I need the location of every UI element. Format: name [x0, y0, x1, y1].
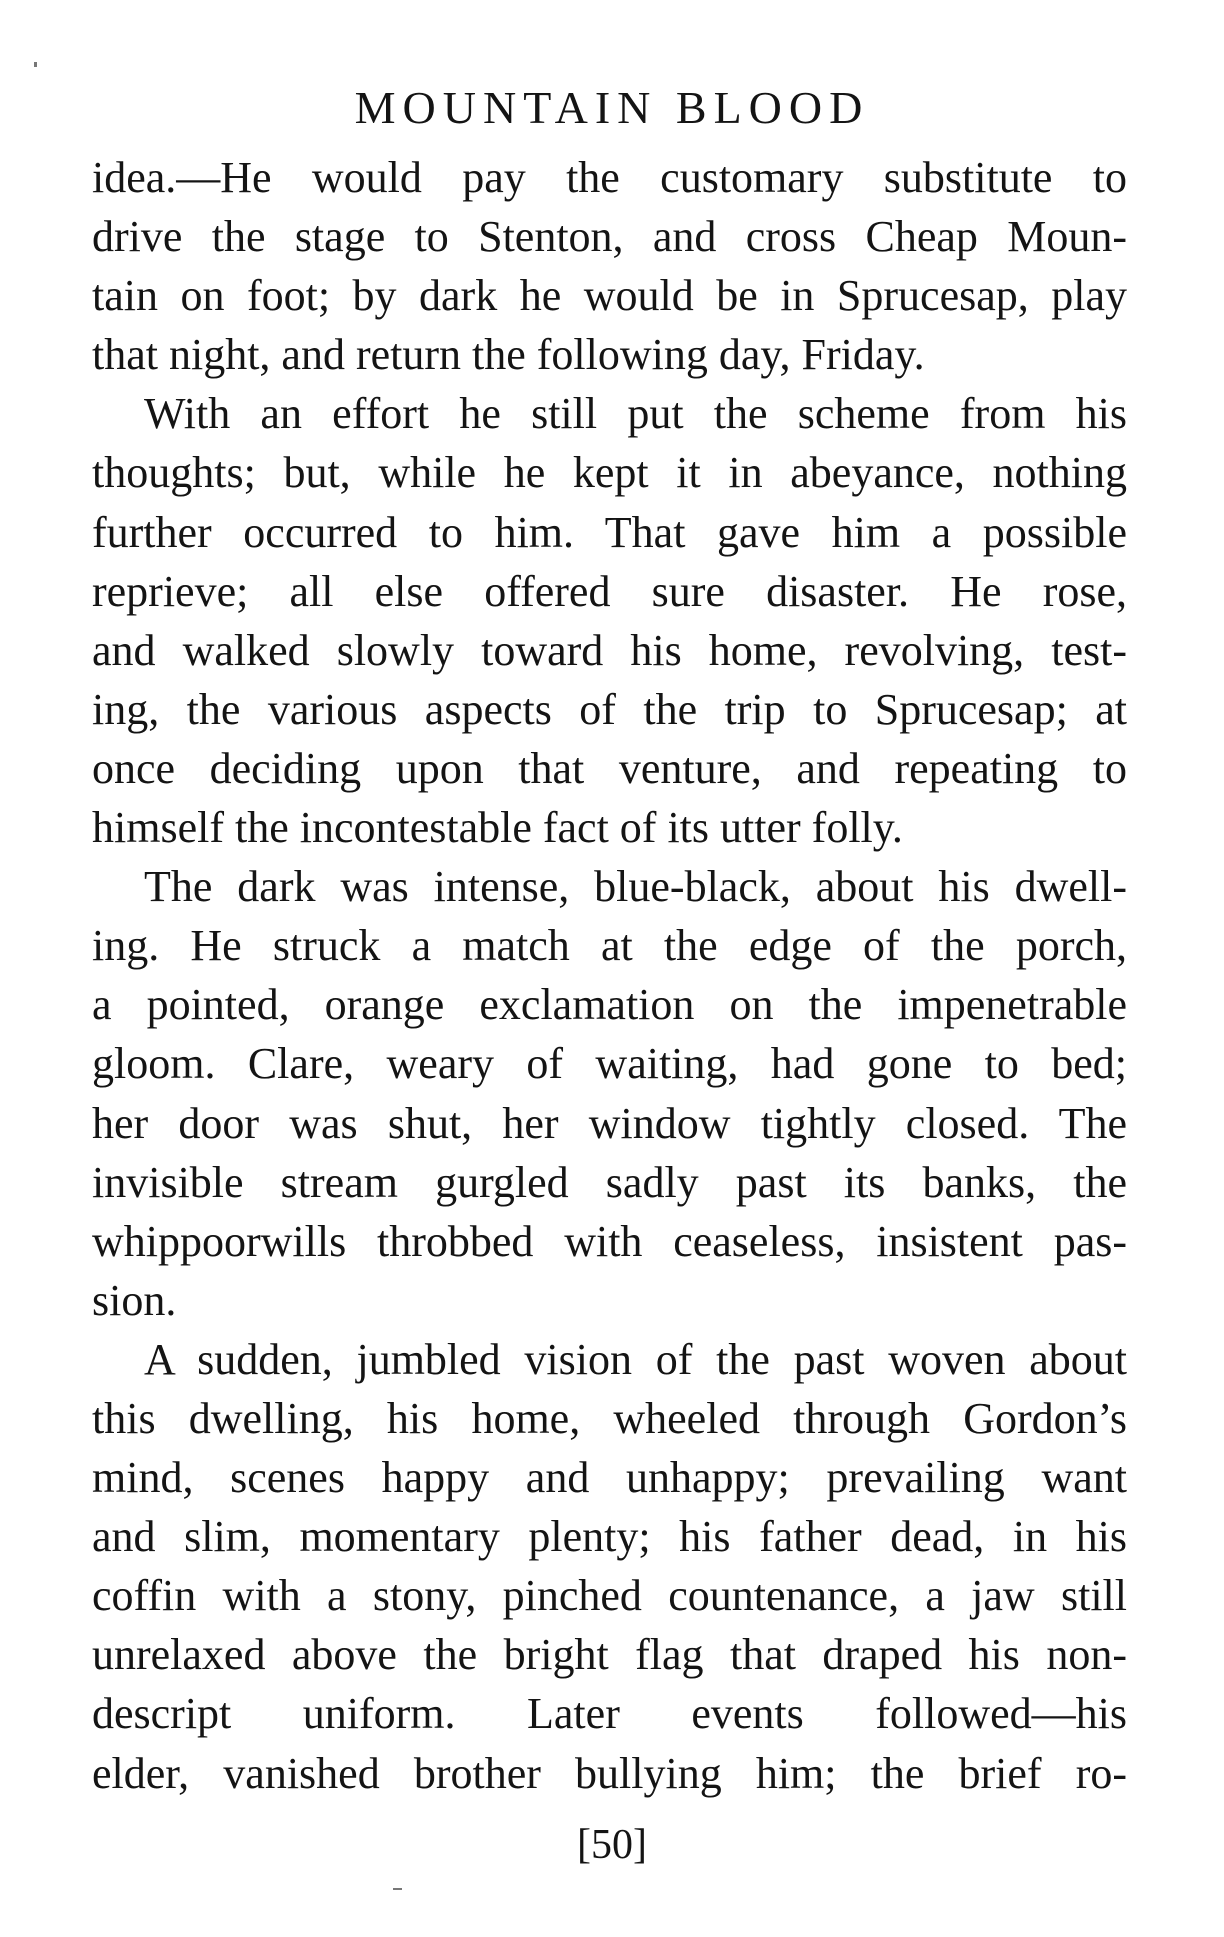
page-number: [50] [577, 1822, 647, 1868]
text-line: coffin with a stony, pinched countenance, a jaw still [92, 1571, 1127, 1621]
text-line: The dark was intense, blue-black, about his dwell- [144, 862, 1127, 912]
text-line: drive the stage to Stenton, and cross Cheap Moun- [92, 212, 1127, 262]
text-line: and slim, momentary plenty; his father dead, in his [92, 1512, 1127, 1562]
text-line: a pointed, orange exclamation on the impenetrable [92, 980, 1127, 1030]
text-line: further occurred to him. That gave him a possible [92, 507, 1127, 557]
paragraph-4 [92, 1330, 1127, 1803]
text-line: and walked slowly toward his home, revolving, test- [92, 625, 1127, 675]
paragraph-3 [92, 857, 1127, 1330]
paragraph-2 [92, 384, 1127, 857]
text-line: thoughts; but, while he kept it in abeyance, nothing [92, 448, 1127, 498]
print-speck [393, 1888, 402, 1890]
running-head: MOUNTAIN BLOOD [354, 82, 870, 133]
text-line: tain on foot; by dark he would be in Sprucesap, play [92, 271, 1127, 321]
text-line: that night, and return the following day, Friday. [92, 330, 925, 380]
text-line: elder, vanished brother bullying him; the brief ro- [92, 1748, 1127, 1798]
text-line: sion. [92, 1275, 177, 1325]
text-line: With an effort he still put the scheme from his [144, 389, 1127, 439]
text-line: unrelaxed above the bright flag that draped his non- [92, 1630, 1127, 1680]
text-line: whippoorwills throbbed with ceaseless, insistent pas- [92, 1216, 1127, 1266]
paragraph-1 [92, 148, 1127, 384]
text-line: A sudden, jumbled vision of the past woven about [144, 1334, 1127, 1384]
body-text [92, 148, 1127, 1803]
text-line: this dwelling, his home, wheeled through Gordon’s [92, 1393, 1127, 1443]
text-line: her door was shut, her window tightly closed. The [92, 1098, 1127, 1148]
text-line: ing. He struck a match at the edge of the porch, [92, 921, 1127, 971]
text-line: idea.—He would pay the customary substitute to [92, 153, 1127, 202]
text-line: gloom. Clare, weary of waiting, had gone to bed; [92, 1039, 1127, 1089]
text-line: ing, the various aspects of the trip to Sprucesap; at [92, 684, 1127, 734]
text-line: himself the incontestable fact of its utter folly. [92, 803, 903, 853]
text-line: mind, scenes happy and unhappy; prevailing want [92, 1453, 1127, 1503]
text-line: reprieve; all else offered sure disaster. He rose, [92, 566, 1127, 616]
text-line: descript uniform. Later events followed—his [92, 1689, 1127, 1739]
text-line: once deciding upon that venture, and repeating to [92, 743, 1127, 793]
print-speck [34, 62, 37, 67]
text-line: invisible stream gurgled sadly past its banks, the [92, 1157, 1127, 1207]
